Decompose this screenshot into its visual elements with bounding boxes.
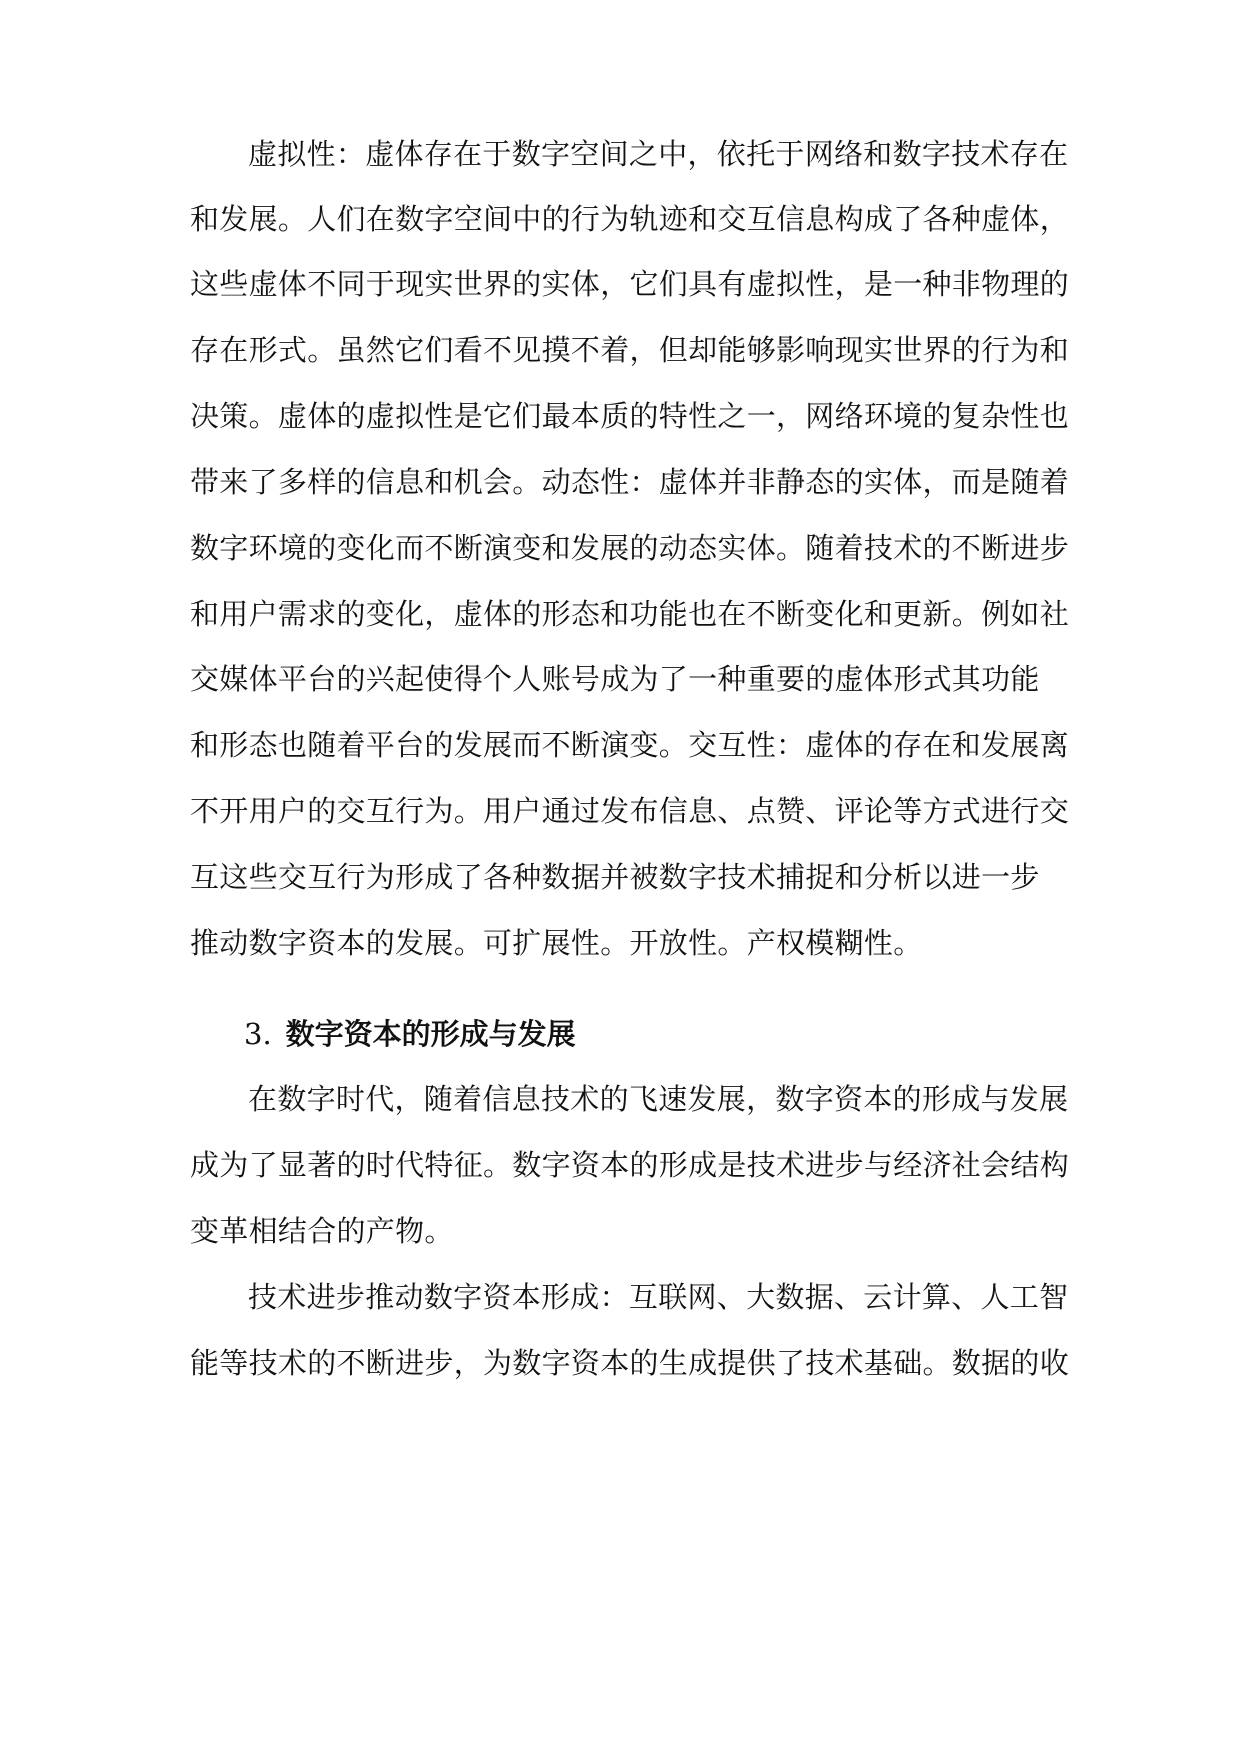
text-line: 决策。虚体的虚拟性是它们最本质的特性之一，网络环境的复杂性也 bbox=[190, 399, 1070, 433]
text-line: 互这些交互行为形成了各种数据并被数字技术捕捉和分析以进一步 bbox=[190, 860, 1040, 894]
section-heading bbox=[244, 1014, 576, 1054]
section-number: 3. bbox=[244, 1017, 272, 1051]
text-line: 这些虚体不同于现实世界的实体，它们具有虚拟性，是一种非物理的 bbox=[190, 267, 1070, 301]
text-line: 不开用户的交互行为。用户通过发布信息、点赞、评论等方式进行交 bbox=[190, 794, 1070, 828]
section-title: 数字资本的形成与发展 bbox=[285, 1017, 576, 1051]
text-line: 数字环境的变化而不断演变和发展的动态实体。随着技术的不断进步 bbox=[190, 531, 1070, 565]
text-line: 推动数字资本的发展。可扩展性。开放性。产权模糊性。 bbox=[190, 926, 923, 960]
text-line: 能等技术的不断进步，为数字资本的生成提供了技术基础。数据的收 bbox=[190, 1346, 1070, 1380]
text-line: 虚拟性：虚体存在于数字空间之中，依托于网络和数字技术存在 bbox=[248, 137, 1069, 171]
text-line: 和用户需求的变化，虚体的形态和功能也在不断变化和更新。例如社 bbox=[190, 597, 1070, 631]
text-line: 存在形式。虽然它们看不见摸不着，但却能够影响现实世界的行为和 bbox=[190, 333, 1070, 367]
text-line: 变革相结合的产物。 bbox=[190, 1214, 454, 1248]
text-line: 交媒体平台的兴起使得个人账号成为了一种重要的虚体形式其功能 bbox=[190, 662, 1040, 696]
text-line: 和形态也随着平台的发展而不断演变。交互性：虚体的存在和发展离 bbox=[190, 728, 1070, 762]
text-line: 技术进步推动数字资本形成：互联网、大数据、云计算、人工智 bbox=[248, 1280, 1069, 1314]
text-line: 在数字时代，随着信息技术的飞速发展，数字资本的形成与发展 bbox=[248, 1082, 1069, 1116]
text-line: 带来了多样的信息和机会。动态性：虚体并非静态的实体，而是随着 bbox=[190, 465, 1070, 499]
text-line: 和发展。人们在数字空间中的行为轨迹和交互信息构成了各种虚体， bbox=[190, 202, 1070, 236]
text-line: 成为了显著的时代特征。数字资本的形成是技术进步与经济社会结构 bbox=[190, 1148, 1070, 1182]
